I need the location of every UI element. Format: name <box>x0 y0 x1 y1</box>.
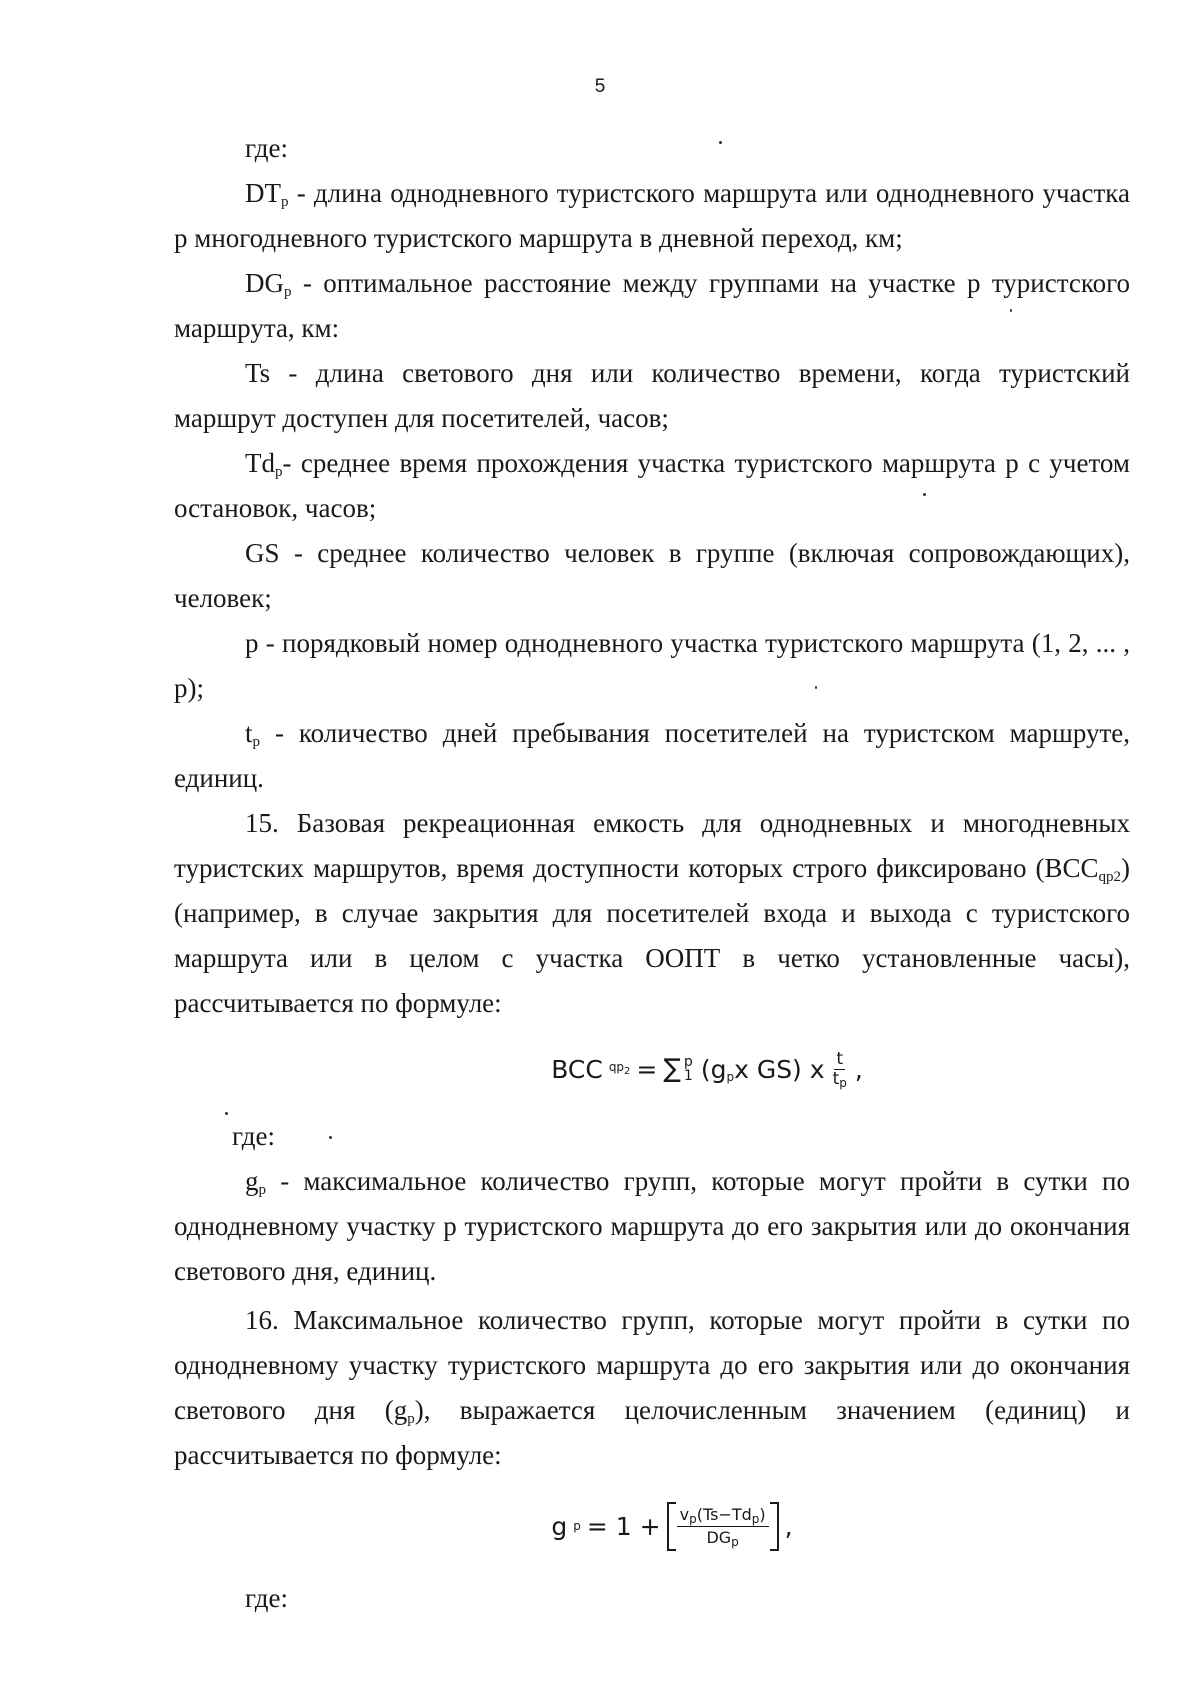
page-number: 5 <box>594 76 606 97</box>
fraction-gp: $\frac{v_p(Ts-Td_p)}{DG_p}$ <box>677 1504 769 1549</box>
definition-tdp: $Td_p-$ среднее время прохождения участка туристского маршрута р с учетом остановок, часов; <box>174 448 1130 523</box>
definition-ts: Ts - длина светового дня или количество времени, когда туристский маршрут доступен для посетителей, часов; <box>174 358 1130 433</box>
paragraph-where-2: где: <box>232 1121 275 1151</box>
scan-speck <box>225 1112 228 1115</box>
paragraph-where-3: где: <box>245 1583 288 1613</box>
scan-speck <box>329 1136 332 1139</box>
floor-bracket <box>667 1502 779 1551</box>
definition-dgp: $DG_p$ - оптимальное расстояние между группами на участке р туристского маршрута, км: <box>174 268 1130 343</box>
clause-16: 16. Максимальное количество групп, которые могут пройти в сутки по однодневному участку туристского маршрута до его закрытия или до окончания светового дня $(g_p)$, выражается целочисленным значением (единиц) и рассчитывается по формуле: <box>174 1305 1130 1470</box>
clause-15: 15. Базовая рекреационная емкость для однодневных и многодневных туристских маршрутов, время доступности которых строго фиксировано $(BCC_{qp2})$ (например, в случае закрытия для посетителей входа и выхода с туристского маршрута или в целом с участка ООПТ в четко установленные часы), рассчитывается по формуле: <box>174 808 1130 1018</box>
formula-bcc: BCC $qp_2$ = ∑ p 1 ($g_px$ GS) x $\frac{t}{t_p}$ , <box>551 1048 863 1090</box>
scan-speck <box>719 141 722 144</box>
definition-gs: GS - среднее количество человек в группе (включая сопровождающих), человек; <box>174 538 1130 613</box>
sum-symbol: ∑ <box>663 1053 681 1084</box>
document-body <box>174 126 1130 1621</box>
scan-speck <box>815 686 817 689</box>
definition-gp: $g_p$ - максимальное количество групп, которые могут пройти в сутки по однодневному участку р туристского маршрута до его закрытия или до окончания светового дня, единиц. <box>174 1166 1130 1286</box>
fraction-t-over-tp: $\frac{t}{t_p}$ <box>832 1048 847 1090</box>
formula-gp: g p = 1 + $\frac{v_p(Ts-Td_p)}{DG_p}$ , <box>174 1488 1130 1564</box>
paragraph-where-1: где: <box>245 133 288 163</box>
definition-tp: $t_p$ - количество дней пребывания посетителей на туристском маршруте, единиц. <box>174 718 1130 793</box>
definition-p: р - порядковый номер однодневного участка туристского маршрута (1, 2, ... , р); <box>174 628 1130 703</box>
scan-speck <box>923 493 926 496</box>
scan-speck <box>1010 309 1012 312</box>
definition-dtp: $DT_p$ - длина однодневного туристского маршрута или однодневного участка р многодневного туристского маршрута в дневной переход, км; <box>174 178 1130 253</box>
